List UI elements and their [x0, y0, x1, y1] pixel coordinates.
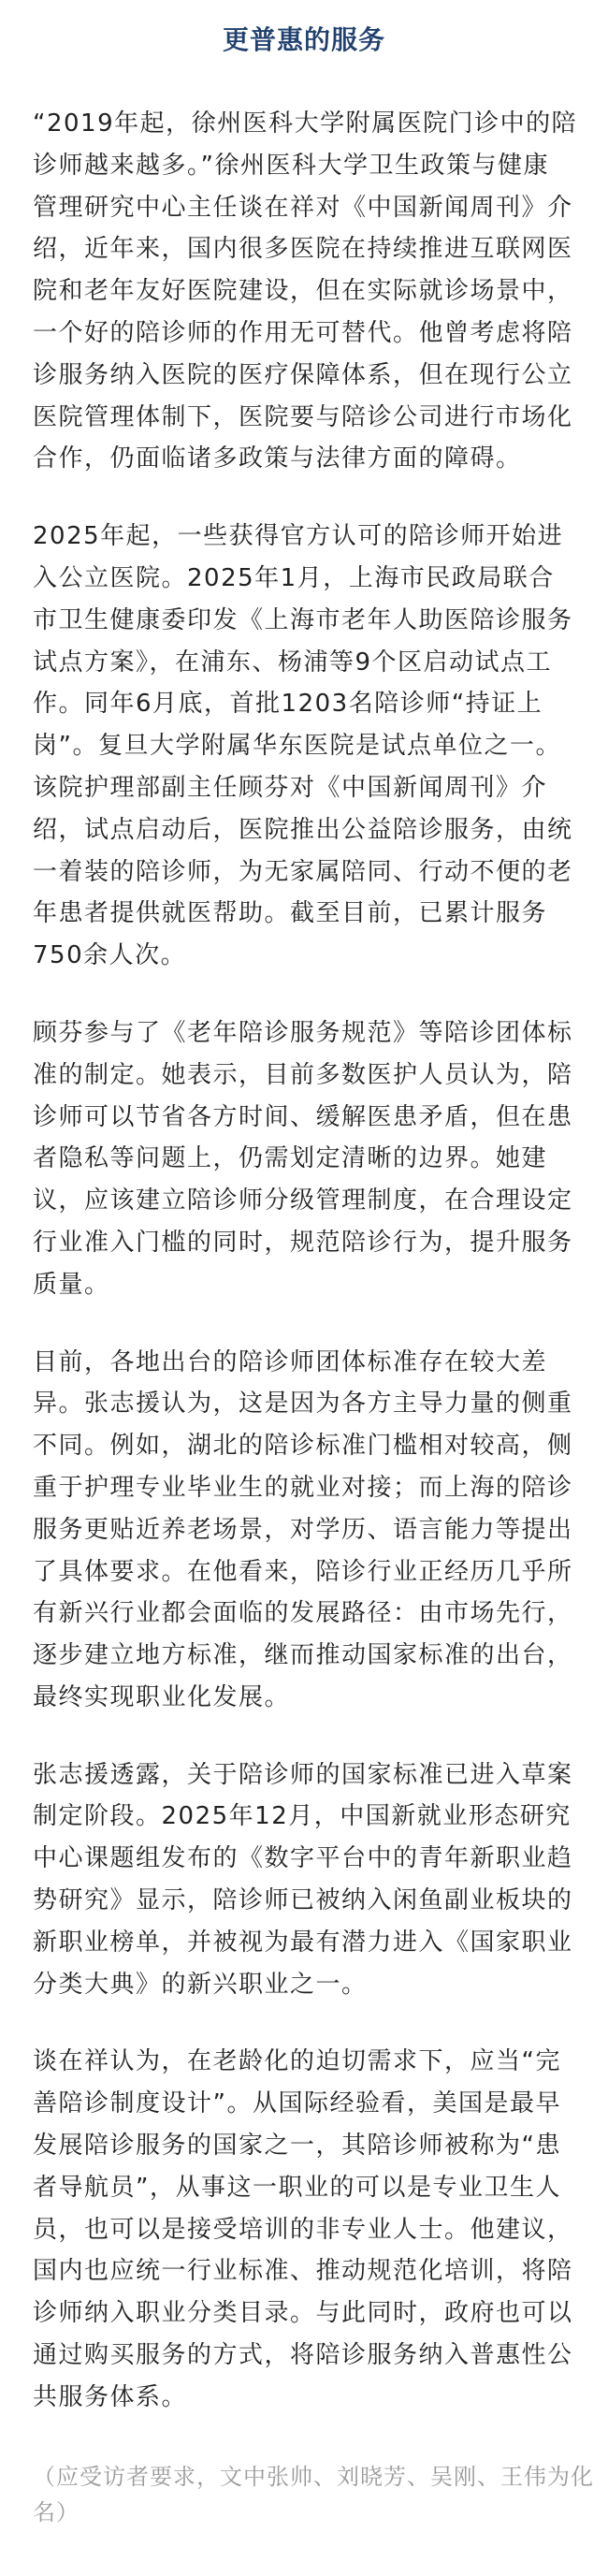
- text-line: 顾芬参与了《老年陪诊服务规范》等陪诊团体标: [33, 1018, 573, 1047]
- text-line: 目前，各地出台的陪诊师团体标准存在较大差: [33, 1347, 548, 1376]
- text-line: 新职业榜单，并被视为最有潜力进入《国家职业: [33, 1928, 573, 1957]
- paragraph-2: [33, 516, 594, 977]
- text-line: 不同。例如，湖北的陪诊标准门槛相对较高，侧: [33, 1432, 573, 1461]
- paragraph-5: [33, 1754, 594, 2006]
- text-line: 者导航员”，从事这一职业的可以是专业卫生人: [33, 2173, 561, 2202]
- text-line: 谈在祥认为，在老龄化的迫切需求下，应当“完: [33, 2047, 561, 2076]
- text-line: 有新兴行业都会面临的发展路径：由市场先行，: [33, 1599, 573, 1628]
- text-line: 善陪诊制度设计”。从国际经验看，美国是最早: [33, 2089, 561, 2118]
- paragraph-6: [33, 2041, 594, 2418]
- text-line: 院和老年友好医院建设，但在实际就诊场景中，: [33, 277, 573, 306]
- editor-note: [33, 2459, 594, 2530]
- text-line: 通过购买服务的方式，将陪诊服务纳入普惠性公: [33, 2341, 573, 2370]
- text-line: 750余人次。: [33, 941, 187, 970]
- text-line: 岗”。复旦大学附属华东医院是试点单位之一。: [33, 732, 561, 761]
- text-line: 逐步建立地方标准，继而推动国家标准的出台，: [33, 1641, 573, 1670]
- text-line: 诊师可以节省各方时间、缓解医患矛盾，但在患: [33, 1102, 573, 1131]
- text-line: 发展陪诊服务的国家之一，其陪诊师被称为“患: [33, 2132, 561, 2161]
- text-line: 分类大典》的新兴职业之一。: [33, 1970, 368, 1999]
- text-line: 者隐私等问题上，仍需划定清晰的边界。她建: [33, 1144, 548, 1173]
- paragraph-1: [33, 103, 594, 480]
- text-line: 年患者提供就医帮助。截至目前，已累计服务: [33, 899, 548, 928]
- text-line: 势研究》显示，陪诊师已被纳入闲鱼副业板块的: [33, 1886, 573, 1915]
- text-line: 该院护理部副主任顾芬对《中国新闻周刊》介: [33, 773, 548, 802]
- text-line: 管理研究中心主任谈在祥对《中国新闻周刊》介: [33, 193, 573, 222]
- text-line: 诊师纳入职业分类目录。与此同时，政府也可以: [33, 2299, 573, 2328]
- text-line: 医院管理体制下，医院要与陪诊公司进行市场化: [33, 402, 573, 431]
- note-line: （应受访者要求，文中张帅、刘晓芳、吴刚、王伟为化: [33, 2463, 594, 2490]
- text-line: 诊师越来越多。”徐州医科大学卫生政策与健康: [33, 151, 549, 180]
- text-line: 异。张志援认为，这是因为各方主导力量的侧重: [33, 1390, 573, 1419]
- text-line: 2025年起，一些获得官方认可的陪诊师开始进: [33, 522, 564, 551]
- text-line: 重于护理专业毕业生的就业对接；而上海的陪诊: [33, 1473, 573, 1502]
- text-line: “2019年起，徐州医科大学附属医院门诊中的陪: [33, 109, 578, 138]
- text-line: 中心课题组发布的《数字平台中的青年新职业趋: [33, 1844, 573, 1873]
- text-line: 绍，近年来，国内很多医院在持续推进互联网医: [33, 235, 573, 264]
- section-title: 更普惠的服务: [222, 24, 385, 55]
- text-line: 共服务体系。: [33, 2382, 188, 2411]
- text-line: 诊服务纳入医院的医疗保障体系，但在现行公立: [33, 360, 573, 389]
- text-line: 入公立医院。2025年1月，上海市民政局联合: [33, 563, 555, 592]
- text-line: 最终实现职业化发展。: [33, 1682, 291, 1711]
- text-line: 准的制定。她表示，目前多数医护人员认为，陪: [33, 1060, 573, 1089]
- text-line: 议，应该建立陪诊师分级管理制度，在合理设定: [33, 1186, 573, 1215]
- text-line: 一个好的陪诊师的作用无可替代。他曾考虑将陪: [33, 318, 573, 347]
- text-line: 员，也可以是接受培训的非专业人士。他建议，: [33, 2215, 573, 2244]
- text-line: 国内也应统一行业标准、推动规范化培训，将陪: [33, 2257, 573, 2286]
- text-line: 作。同年6月底，首批1203名陪诊师“持证上: [33, 690, 543, 719]
- paragraph-4: [33, 1342, 594, 1719]
- text-line: 制定阶段。2025年12月，中国新就业形态研究: [33, 1802, 572, 1831]
- article-body: [33, 103, 594, 2566]
- text-line: 试点方案》，在浦东、杨浦等9个区启动试点工: [33, 648, 553, 677]
- text-line: 合作，仍面临诸多政策与法律方面的障碍。: [33, 444, 522, 473]
- text-line: 市卫生健康委印发《上海市老年人助医陪诊服务: [33, 605, 573, 634]
- paragraph-3: [33, 1012, 594, 1306]
- text-line: 张志援透露，关于陪诊师的国家标准已进入草案: [33, 1760, 573, 1789]
- text-line: 服务更贴近养老场景，对学历、语言能力等提出: [33, 1515, 573, 1544]
- text-line: 绍，试点启动后，医院推出公益陪诊服务，由统: [33, 815, 573, 844]
- text-line: 了具体要求。在他看来，陪诊行业正经历几乎所: [33, 1557, 573, 1586]
- text-line: 行业准入门槛的同时，规范陪诊行为，提升服务: [33, 1228, 573, 1257]
- text-line: 一着装的陪诊师，为无家属陪同、行动不便的老: [33, 857, 573, 886]
- note-line: 名）: [33, 2498, 80, 2525]
- text-line: 质量。: [33, 1270, 110, 1299]
